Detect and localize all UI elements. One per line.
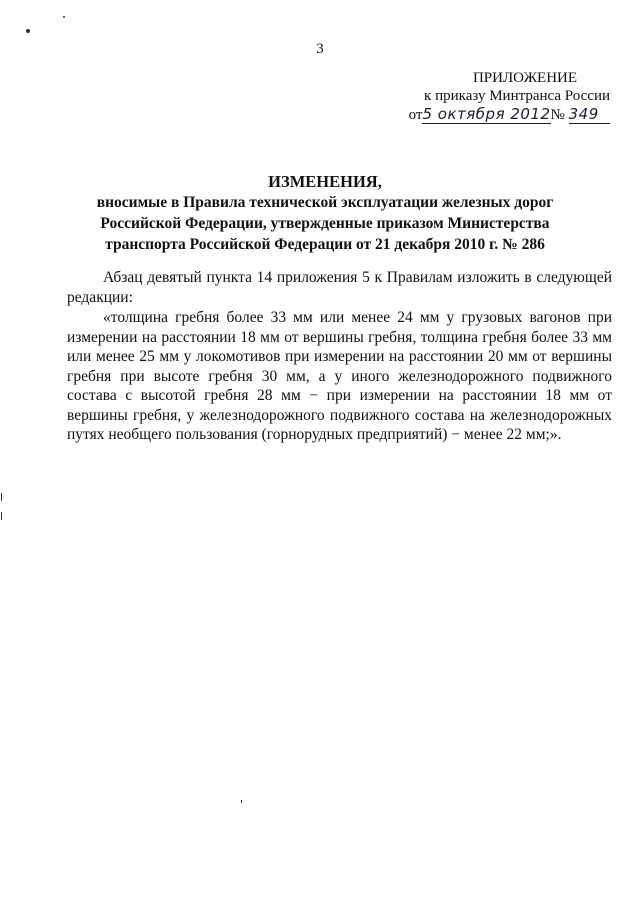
heading-subtitle: вносимые в Правила технической эксплуатации железных дорог Российской Федерации, утвержденные приказом Министерства транспорта Российской Федерации от 21 декабря 2010 г. № 286 <box>96 194 554 253</box>
document-body <box>67 268 612 445</box>
scan-speck <box>1 512 2 520</box>
handwritten-date: 5 октября 2012 <box>422 105 551 123</box>
number-prefix: № <box>550 107 565 123</box>
body-paragraph-2: «толщина гребня более 33 мм или менее 24 мм у грузовых вагонов при измерении на расстоянии 18 мм от вершины гребня, толщина гребня более 33 мм или менее 25 мм у локомотивов при измерении на расстоянии 20 мм от вершины гребня при высоте гребня 30 мм, а у иного железнодорожного подвижного состава с высотой гребня 28 мм − при измерении на расстоянии 18 мм от вершины гребня, у железнодорожного подвижного состава на железнодорожных путях необщего пользования (горнорудных предприятий) − менее 22 мм;». <box>67 309 612 443</box>
appendix-title: ПРИЛОЖЕНИЕ <box>472 70 578 86</box>
document-heading <box>60 171 590 255</box>
appendix-order-ref: к приказу Минтранса России <box>424 88 610 104</box>
date-prefix: от <box>408 107 423 123</box>
body-paragraph-1: Абзац девятый пункта 14 приложения 5 к Правилам изложить в следующей редакции: <box>67 269 612 306</box>
page-number: 3 <box>316 41 324 57</box>
scan-speck <box>241 800 242 803</box>
heading-title: ИЗМЕНЕНИЯ, <box>268 172 382 191</box>
scan-speck <box>26 29 30 33</box>
scan-speck <box>1 493 2 501</box>
handwritten-number: 349 <box>568 105 599 123</box>
scan-speck <box>63 16 65 18</box>
appendix-date-line <box>400 105 610 124</box>
number-underline <box>599 107 610 124</box>
appendix-block <box>400 69 610 124</box>
